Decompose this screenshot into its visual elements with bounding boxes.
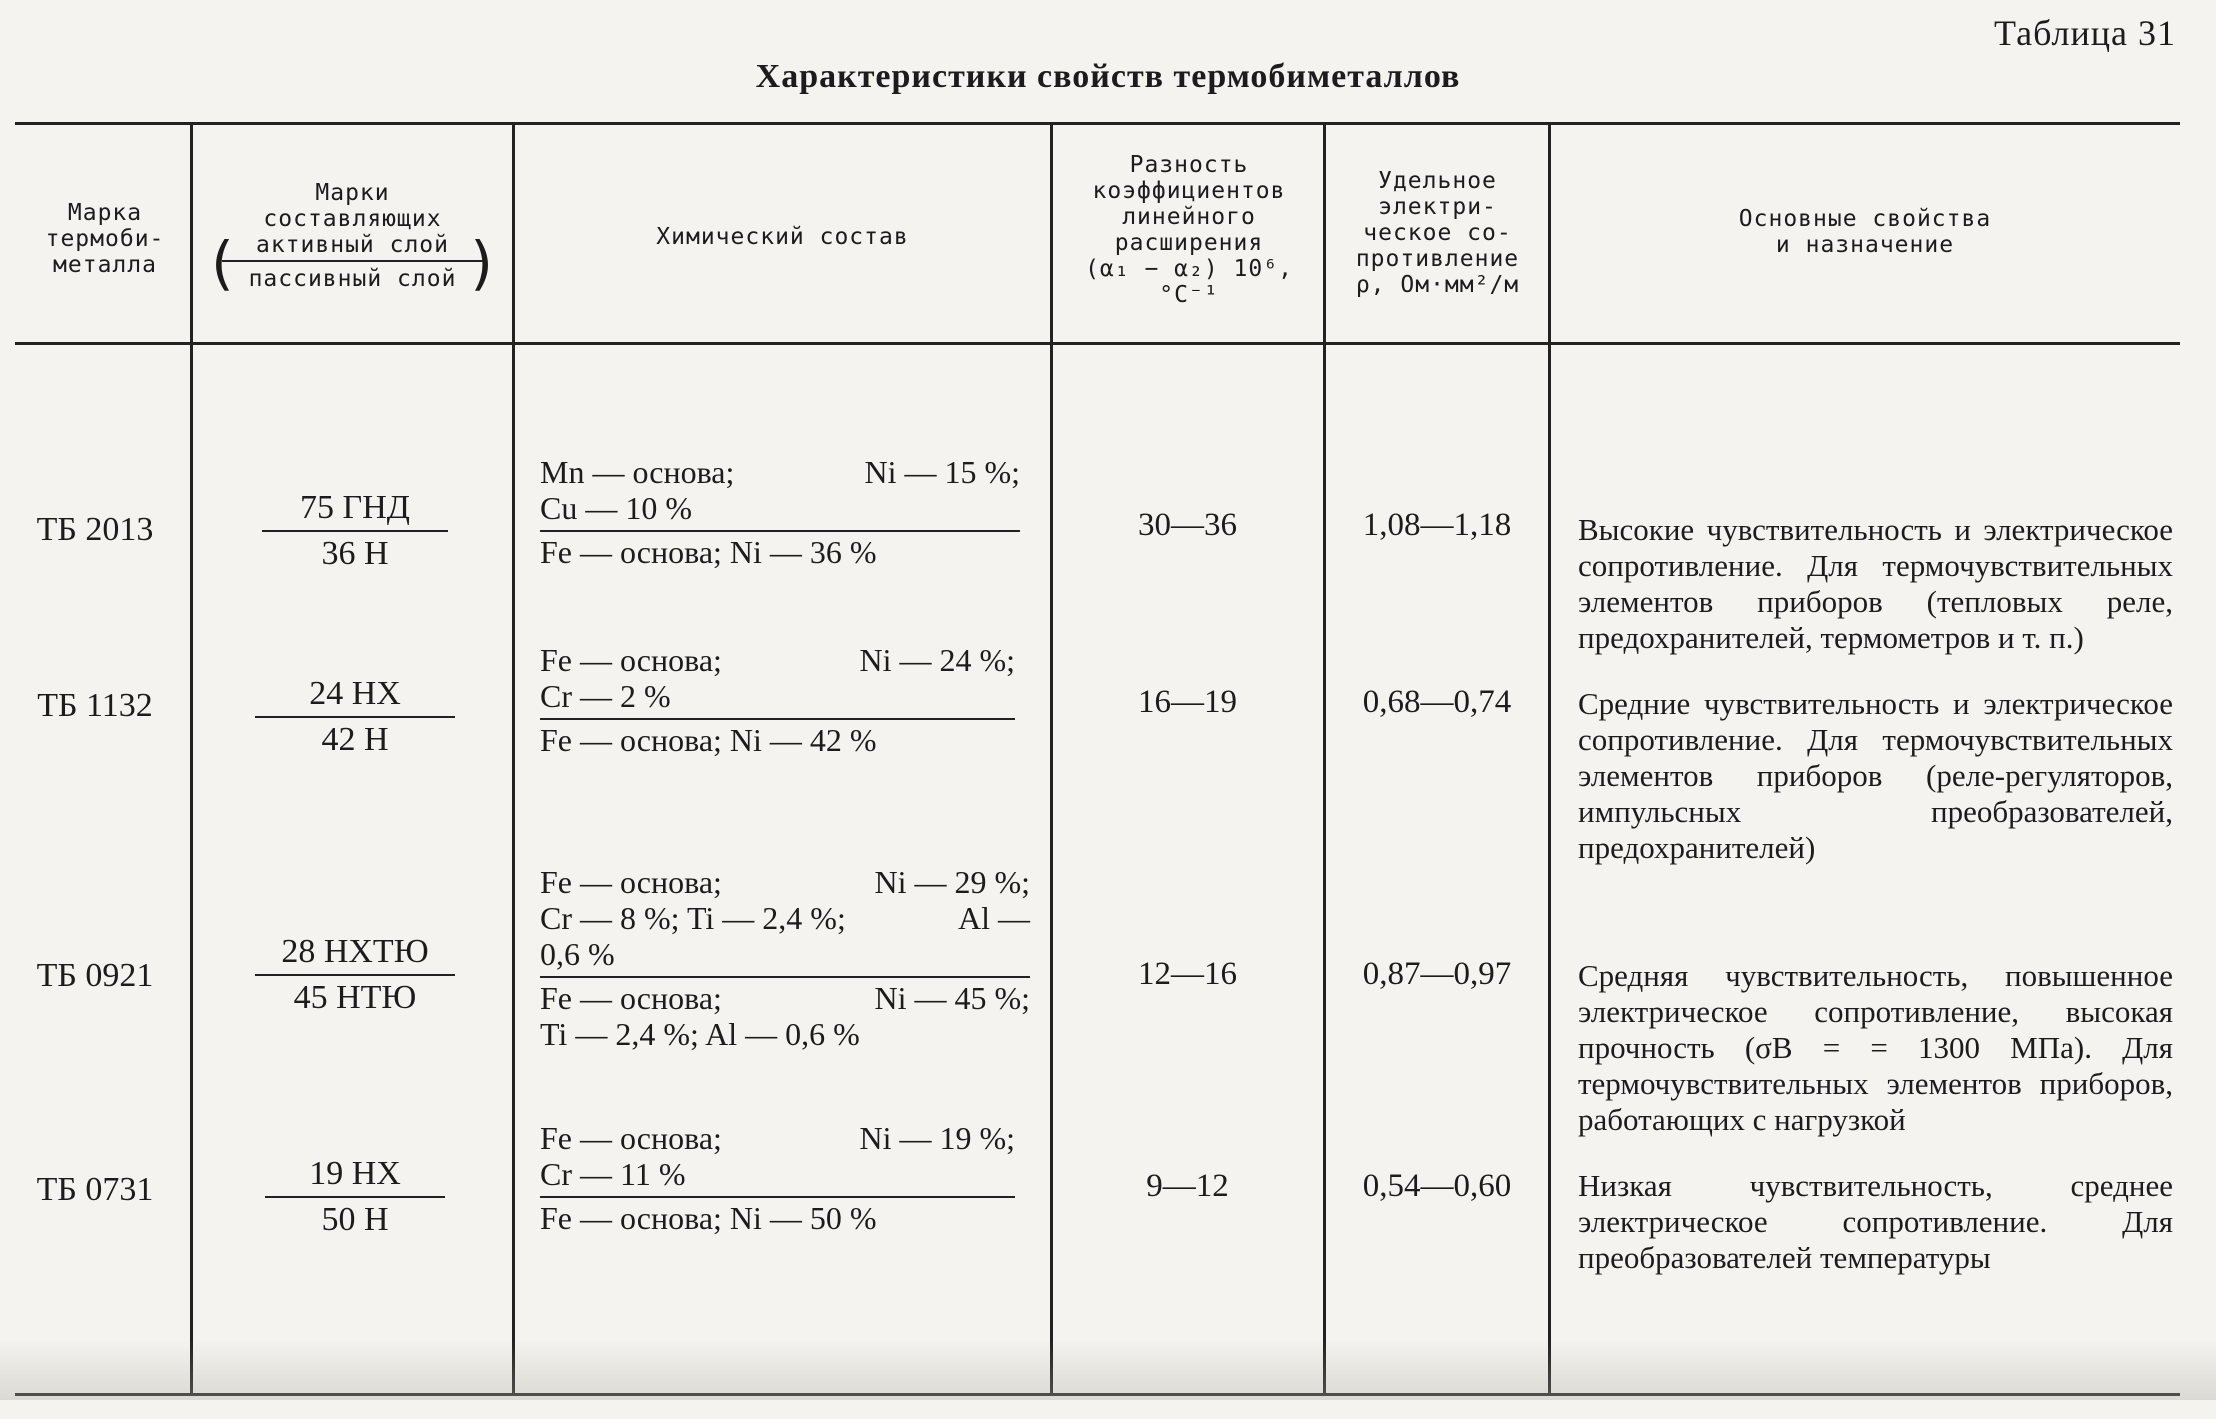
row-4-passive-layer: 50 Н: [321, 1201, 389, 1238]
row-3-grade: ТБ 0921: [36, 957, 154, 994]
row-4-components: [265, 1154, 445, 1240]
row-3-resistivity: 0,87—0,97: [1362, 956, 1512, 992]
row-3-expansion: 12—16: [1138, 956, 1237, 992]
row-3-chemistry: Fe — основа; Ni — 29 %; Cr — 8 %; Ti — 2,4 %; Al — 0,6 % Fe — основа; Ni — 45 %; Ti — 2,4 %; Al — 0,6 %: [540, 864, 1030, 1052]
row-1-chemistry: Mn — основа; Ni — 15 %; Cu — 10 % Fe — основа; Ni — 36 %: [540, 454, 1020, 570]
table-top-rule: [15, 122, 2180, 125]
row-3-passive-layer: 45 НТЮ: [293, 979, 417, 1016]
row-4-expansion: 9—12: [1146, 1168, 1229, 1204]
row-4-resistivity: 0,54—0,60: [1362, 1168, 1512, 1204]
column-divider-1: [190, 122, 193, 1393]
header-expansion: Разность коэффициентов линейного расширения (α₁ − α₂) 10⁶, °C⁻¹: [1085, 152, 1293, 308]
row-4-active-layer: 19 НХ: [309, 1155, 401, 1192]
scan-shadow: [0, 1340, 2216, 1400]
row-4-description: Низкая чувствительность, среднее электрическое сопротивление. Для преобразователей температуры: [1578, 1168, 2173, 1275]
row-2-resistivity: 0,68—0,74: [1362, 684, 1512, 720]
row-4-chemistry: Fe — основа; Ni — 19 %; Cr — 11 % Fe — основа; Ni — 50 %: [540, 1120, 1015, 1236]
header-components: Марки составляющих ( активный слой пассивный слой ): [204, 180, 501, 297]
table-label: Таблица 31: [1994, 13, 2176, 53]
row-1-components: [262, 488, 448, 574]
row-3-components: [255, 932, 455, 1018]
row-3-active-layer: 28 НХТЮ: [281, 933, 429, 970]
header-bottom-rule: [15, 342, 2180, 345]
row-2-components: [255, 674, 455, 760]
row-1-passive-layer: 36 Н: [321, 535, 389, 572]
row-1-grade: ТБ 2013: [36, 511, 154, 548]
row-2-passive-layer: 42 Н: [321, 721, 389, 758]
table-title: Характеристики свойств термобиметаллов: [755, 58, 1461, 95]
header-chemistry: Химический состав: [656, 224, 909, 250]
row-4-grade: ТБ 0731: [36, 1171, 154, 1208]
row-2-active-layer: 24 НХ: [309, 675, 401, 712]
header-resistivity: Удельное электри- ческое со- противление ρ, Ом·мм²/м: [1355, 168, 1520, 298]
column-divider-4: [1323, 122, 1326, 1393]
row-3-description: Средняя чувствительность, повышенное электрическое сопротивление, высокая прочность (σB = = 1300 МПа). Для термочувствительных элементов приборов, работающих с нагрузкой: [1578, 958, 2173, 1137]
column-divider-2: [512, 122, 515, 1393]
row-2-expansion: 16—19: [1138, 684, 1237, 720]
row-1-active-layer: 75 ГНД: [300, 489, 410, 526]
row-1-resistivity: 1,08—1,18: [1362, 507, 1512, 543]
row-2-grade: ТБ 1132: [37, 687, 153, 724]
row-1-expansion: 30—36: [1138, 507, 1237, 543]
row-1-description: Высокие чувствительность и электрическое сопротивление. Для термочувствительных элементов приборов (тепловых реле, предохранителей, термометров и т. п.): [1578, 512, 2173, 655]
header-properties: Основные свойства и назначение: [1738, 206, 1992, 258]
row-2-description: Средние чувствительность и электрическое сопротивление. Для термочувствительных элементов приборов (реле-регуляторов, импульсных преобразователей, предохранителей): [1578, 686, 2173, 865]
row-2-chemistry: Fe — основа; Ni — 24 %; Cr — 2 % Fe — основа; Ni — 42 %: [540, 642, 1015, 758]
column-divider-3: [1050, 122, 1053, 1393]
column-divider-5: [1548, 122, 1551, 1393]
header-grade: Марка термоби- металла: [45, 200, 165, 278]
